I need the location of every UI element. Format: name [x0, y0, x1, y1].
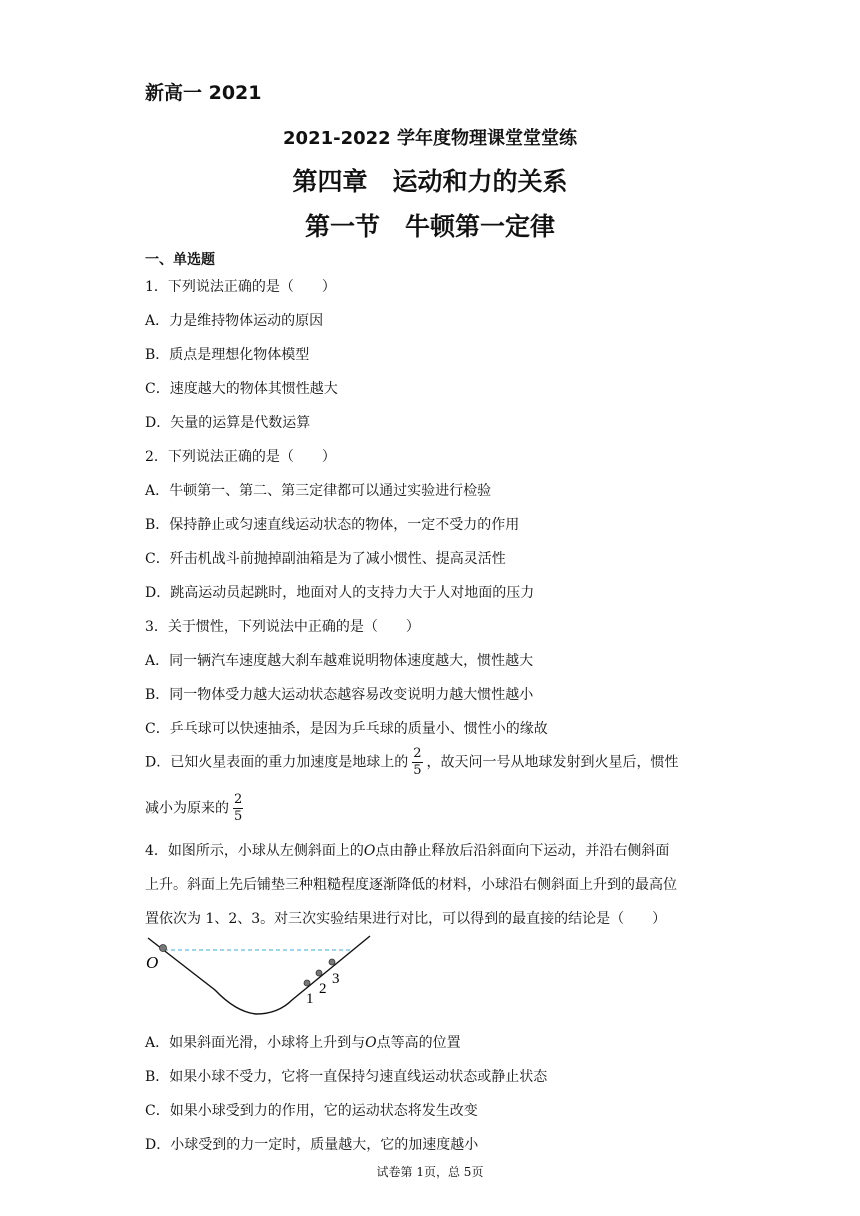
fraction-two-fifths [412, 746, 422, 779]
chapter-title: 第四章 运动和力的关系 [292, 167, 568, 196]
q4-stem-line2: 上升。斜面上先后铺垫三种粗糙程度逐渐降低的材料，小球沿右侧斜面上升到的最高位 [145, 877, 677, 893]
q2-option-a: A．牛顿第一、第二、第三定律都可以通过实验进行检验 [145, 483, 492, 499]
q3-option-d [145, 746, 679, 779]
q4-option-a [145, 1032, 461, 1052]
document-tag: 新高一 2021 [145, 82, 262, 104]
figure-label-1: 1 [306, 991, 314, 1007]
q1-option-a: A．力是维持物体运动的原因 [145, 313, 324, 329]
slope-experiment-figure [140, 930, 380, 1020]
question-type-heading: 一、单选题 [145, 252, 215, 268]
q3-option-d-line2 [145, 792, 247, 825]
figure-label-o: O [146, 953, 159, 972]
q1-option-b: B．质点是理想化物体模型 [145, 347, 310, 363]
q4-stem-line3: 置依次为 1、2、3。对三次实验结果进行对比，可以得到的最直接的结论是（ ） [145, 911, 667, 927]
figure-label-3: 3 [332, 971, 340, 987]
q4-stem-line1 [145, 840, 669, 860]
exam-subtitle: 2021-2022 学年度物理课堂堂堂练 [283, 128, 577, 149]
ball-position-1 [304, 980, 310, 986]
section-title: 第一节 牛顿第一定律 [304, 212, 555, 241]
fraction-denominator: 5 [234, 809, 243, 824]
q2-option-c: C．歼击机战斗前抛掉副油箱是为了减小惯性、提高灵活性 [145, 551, 506, 567]
fraction-numerator: 2 [234, 792, 243, 807]
q3-stem: 3．关于惯性，下列说法中正确的是（ ） [145, 619, 420, 635]
point-o-label: O [365, 1035, 377, 1051]
fraction-two-fifths-2 [233, 792, 243, 825]
q1-option-d: D．矢量的运算是代数运算 [145, 415, 311, 431]
q4-option-a-text-cont: 点等高的位置 [376, 1035, 461, 1051]
q4-option-b: B．如果小球不受力，它将一直保持匀速直线运动状态或静止状态 [145, 1069, 548, 1085]
q1-stem: 1．下列说法正确的是（ ） [145, 279, 336, 295]
figure-label-2: 2 [319, 981, 327, 997]
q3-option-d-text-end: 减小为原来的 [145, 800, 229, 817]
ball-position-3 [329, 959, 335, 965]
ball-at-o [160, 945, 167, 952]
q4-option-d: D．小球受到的力一定时，质量越大，它的加速度越小 [145, 1137, 479, 1153]
q4-stem-text-cont: 点由静止释放后沿斜面向下运动，并沿右侧斜面 [375, 843, 670, 859]
fraction-numerator: 2 [413, 746, 422, 761]
q3-option-a: A．同一辆汽车速度越大刹车越难说明物体速度越大，惯性越大 [145, 653, 534, 669]
q4-stem-text: 4．如图所示，小球从左侧斜面上的 [145, 843, 364, 859]
q2-option-d: D．跳高运动员起跳时，地面对人的支持力大于人对地面的压力 [145, 585, 535, 601]
q3-option-c: C．乒乓球可以快速抽杀，是因为乒乓球的质量小、惯性小的缘故 [145, 721, 548, 737]
q3-option-d-text: D．已知火星表面的重力加速度是地球上的 [145, 754, 409, 771]
q2-option-b: B．保持静止或匀速直线运动状态的物体，一定不受力的作用 [145, 517, 520, 533]
q4-option-a-text: A．如果斜面光滑，小球将上升到与 [145, 1035, 366, 1051]
ball-position-2 [316, 970, 322, 976]
point-o-label: O [363, 843, 376, 859]
q1-option-c: C．速度越大的物体其惯性越大 [145, 381, 338, 397]
fraction-denominator: 5 [413, 763, 422, 778]
q3-option-d-text-cont: ，故天问一号从地球发射到火星后，惯性 [426, 754, 679, 771]
q2-stem: 2．下列说法正确的是（ ） [145, 449, 336, 465]
q3-option-b: B．同一物体受力越大运动状态越容易改变说明力越大惯性越小 [145, 687, 534, 703]
page-footer: 试卷第 1页，总 5页 [376, 1165, 484, 1179]
q4-option-c: C．如果小球受到力的作用，它的运动状态将发生改变 [145, 1103, 478, 1119]
